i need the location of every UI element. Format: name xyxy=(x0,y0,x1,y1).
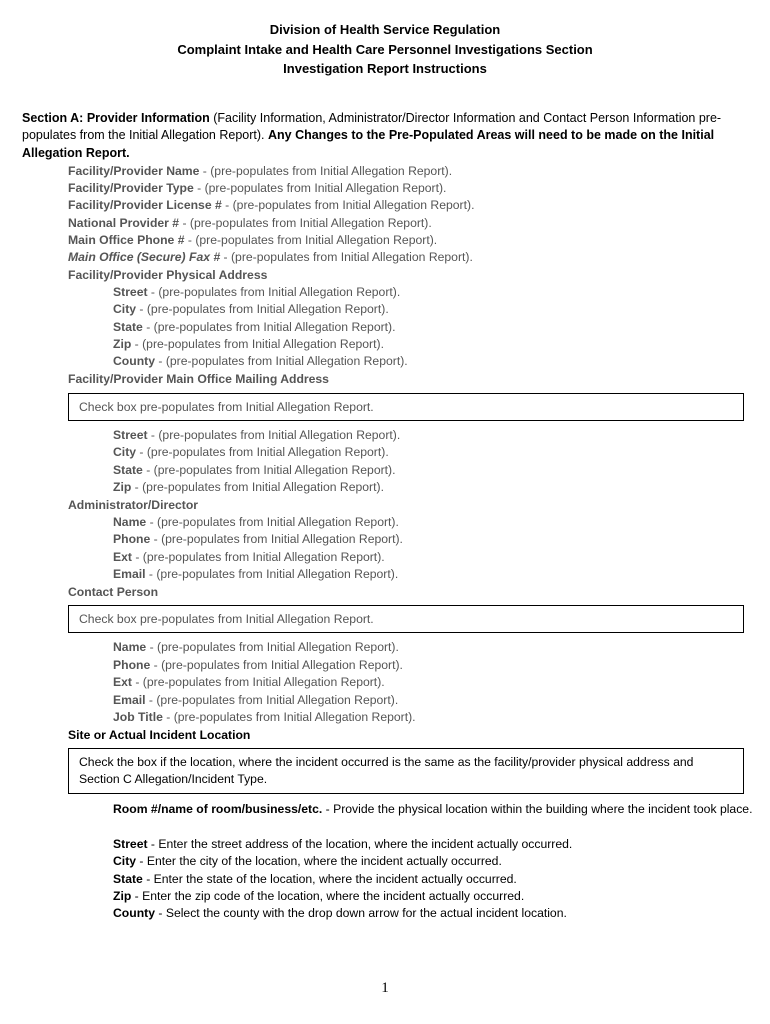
field-mailing-zip: Zip - (pre-populates from Initial Allegation Report). xyxy=(113,480,384,494)
field-physical-city: City - (pre-populates from Initial Allegation Report). xyxy=(113,302,389,316)
field-admin-email: Email - (pre-populates from Initial Allegation Report). xyxy=(113,567,399,581)
mailing-address-checkbox-note: Check box pre-populates from Initial Allegation Report. xyxy=(68,393,744,421)
field-national-provider: National Provider # - (pre-populates from Initial Allegation Report). xyxy=(68,216,432,230)
field-contact-job-title: Job Title - (pre-populates from Initial Allegation Report). xyxy=(113,710,416,724)
site-city-instruction: City - Enter the city of the location, where the incident actually occurred. xyxy=(113,854,502,868)
site-zip-instruction: Zip - Enter the zip code of the location, where the incident actually occurred. xyxy=(113,889,525,903)
field-admin-phone: Phone - (pre-populates from Initial Allegation Report). xyxy=(113,532,403,546)
field-contact-email: Email - (pre-populates from Initial Allegation Report). xyxy=(113,693,399,707)
field-main-office-fax: Main Office (Secure) Fax # - (pre-populates from Initial Allegation Report). xyxy=(68,250,473,264)
field-admin-name: Name - (pre-populates from Initial Allegation Report). xyxy=(113,515,399,529)
field-physical-zip: Zip - (pre-populates from Initial Allegation Report). xyxy=(113,337,384,351)
site-street-instruction: Street - Enter the street address of the location, where the incident actually occurred. xyxy=(113,837,573,851)
header-line-2: Complaint Intake and Health Care Personnel Investigations Section xyxy=(177,41,593,57)
field-physical-state: State - (pre-populates from Initial Allegation Report). xyxy=(113,320,396,334)
field-physical-street: Street - (pre-populates from Initial Allegation Report). xyxy=(113,285,401,299)
section-a-intro xyxy=(22,110,742,162)
heading-physical-address: Facility/Provider Physical Address xyxy=(68,268,268,282)
field-mailing-street: Street - (pre-populates from Initial Allegation Report). xyxy=(113,428,401,442)
site-checkbox-note: Check the box if the location, where the incident occurred is the same as the facility/provider physical address and Section C Allegation/Incident Type. xyxy=(68,748,744,794)
page-number: 1 xyxy=(381,980,389,996)
field-facility-type: Facility/Provider Type - (pre-populates from Initial Allegation Report). xyxy=(68,181,447,195)
heading-contact-person: Contact Person xyxy=(68,585,159,599)
field-facility-name: Facility/Provider Name - (pre-populates from Initial Allegation Report). xyxy=(68,164,453,178)
contact-person-checkbox-note: Check box pre-populates from Initial Allegation Report. xyxy=(68,605,744,633)
field-main-office-phone: Main Office Phone # - (pre-populates from Initial Allegation Report). xyxy=(68,233,438,247)
site-county-instruction: County - Select the county with the drop down arrow for the actual incident location. xyxy=(113,906,567,920)
field-facility-license: Facility/Provider License # - (pre-populates from Initial Allegation Report). xyxy=(68,198,475,212)
heading-mailing-address: Facility/Provider Main Office Mailing Address xyxy=(68,372,329,386)
heading-site-incident-location: Site or Actual Incident Location xyxy=(68,728,251,742)
field-contact-name: Name - (pre-populates from Initial Allegation Report). xyxy=(113,640,399,654)
field-contact-ext: Ext - (pre-populates from Initial Allegation Report). xyxy=(113,675,385,689)
header-line-1: Division of Health Service Regulation xyxy=(269,22,501,37)
field-admin-ext: Ext - (pre-populates from Initial Allegation Report). xyxy=(113,550,385,564)
heading-administrator-director: Administrator/Director xyxy=(68,498,199,512)
section-a-note: Any Changes to the Pre-Populated Areas will need to be made on the Initial Allegation Report. xyxy=(22,128,715,160)
site-state-instruction: State - Enter the state of the location, where the incident actually occurred. xyxy=(113,872,517,886)
section-a-description: (Facility Information, Administrator/Director Information and Contact Person Information pre-populates from the Initial Allegation Report). xyxy=(22,111,722,143)
field-mailing-city: City - (pre-populates from Initial Allegation Report). xyxy=(113,445,389,459)
field-mailing-state: State - (pre-populates from Initial Allegation Report). xyxy=(113,463,396,477)
document-header xyxy=(0,20,770,79)
field-contact-phone: Phone - (pre-populates from Initial Allegation Report). xyxy=(113,658,403,672)
field-physical-county: County - (pre-populates from Initial Allegation Report). xyxy=(113,354,408,368)
site-room-instruction: Room #/name of room/business/etc. - Provide the physical location within the building where the incident took place. xyxy=(113,802,753,816)
section-a-title: Section A: Provider Information xyxy=(22,111,210,125)
header-line-3: Investigation Report Instructions xyxy=(283,61,487,76)
